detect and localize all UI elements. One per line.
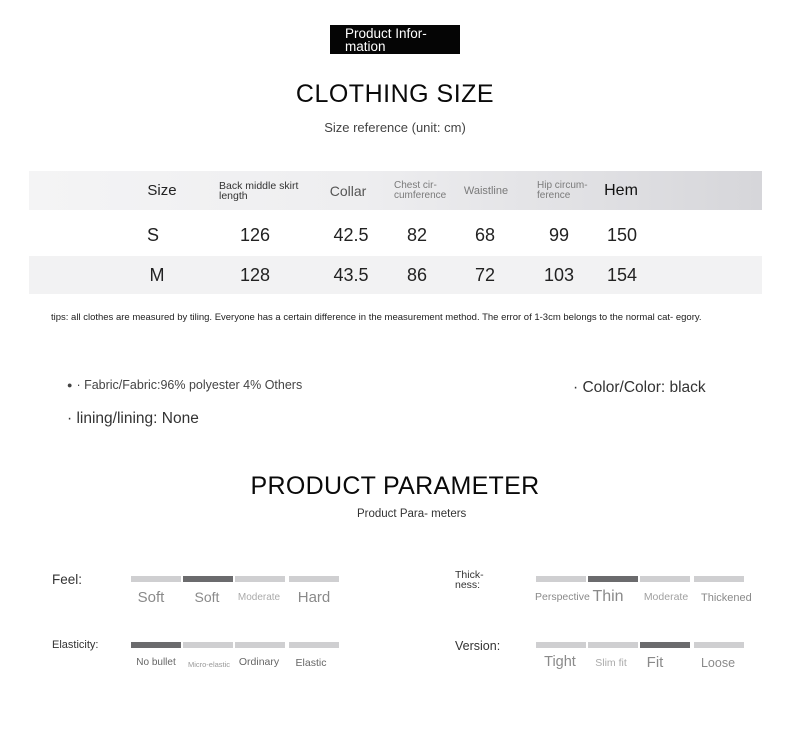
column-header-waistline: Waistline xyxy=(463,184,509,197)
version-bar-slim-fit xyxy=(588,642,638,648)
elasticity-bar-ordinary xyxy=(235,642,285,648)
fabric-info xyxy=(67,378,302,392)
lining-info: · lining/lining: None xyxy=(67,410,199,427)
size-table-header xyxy=(29,171,762,210)
measurement-tips: tips: all clothes are measured by tiling. Everyone has a certain difference in the measurement method. The error of 1-3cm belongs to the normal cat- egory. xyxy=(51,312,702,323)
product-parameter-title: PRODUCT PARAMETER xyxy=(250,472,540,500)
thickness-bar-thin-selected xyxy=(588,576,638,582)
version-option-selected: Fit xyxy=(646,654,664,671)
clothing-size-title: CLOTHING SIZE xyxy=(295,80,495,108)
feel-bar-moderate xyxy=(235,576,285,582)
cell-hip: 103 xyxy=(543,264,575,285)
feel-label: Feel: xyxy=(52,572,83,587)
thickness-option: Moderate xyxy=(643,591,689,603)
feel-option-selected: Soft xyxy=(194,589,220,605)
version-option: Tight xyxy=(544,654,576,670)
elasticity-option: Ordinary xyxy=(238,656,280,668)
elasticity-label: Elasticity: xyxy=(52,639,99,651)
column-header-back-length: Back middle skirt length xyxy=(219,179,299,202)
elasticity-option: Micro-elastic xyxy=(187,660,231,669)
size-table-row xyxy=(29,256,762,294)
column-header-size: Size xyxy=(147,182,177,199)
thickness-option-selected: Thin xyxy=(592,588,624,605)
cell-size: S xyxy=(146,224,159,245)
thickness-option: Perspective xyxy=(535,591,590,603)
version-label: Version: xyxy=(455,639,501,653)
elasticity-bar-micro-elastic xyxy=(183,642,233,648)
cell-chest: 86 xyxy=(406,264,428,285)
elasticity-option-selected: No bullet xyxy=(136,657,176,668)
elasticity-bar-elastic xyxy=(289,642,339,648)
thickness-bar-thickened xyxy=(694,576,744,582)
cell-waistline: 72 xyxy=(474,264,496,285)
thickness-label: Thick- ness: xyxy=(455,569,484,591)
size-table-row xyxy=(29,216,762,254)
feel-bar-hard xyxy=(289,576,339,582)
feel-bar-soft-selected xyxy=(183,576,233,582)
version-bar-tight xyxy=(536,642,586,648)
cell-hem: 154 xyxy=(606,264,638,285)
elasticity-bar-no-bullet-selected xyxy=(131,642,181,648)
cell-waistline: 68 xyxy=(474,224,496,245)
version-bar-loose xyxy=(694,642,744,648)
badge-label: Product Infor- mation xyxy=(345,26,427,54)
column-header-hem: Hem xyxy=(604,181,638,199)
fabric-text: · Fabric/Fabric:96% polyester 4% Others xyxy=(76,378,303,392)
feel-option: Hard xyxy=(297,589,331,606)
column-header-hip: Hip circum- ference xyxy=(537,179,588,201)
cell-collar: 43.5 xyxy=(333,264,369,285)
elasticity-option: Elastic xyxy=(295,657,327,669)
thickness-bar-moderate xyxy=(640,576,690,582)
product-parameters-subtitle: Product Para- meters xyxy=(357,508,467,520)
feel-option: Moderate xyxy=(237,592,281,603)
column-header-collar: Collar xyxy=(329,182,367,199)
cell-chest: 82 xyxy=(406,224,428,245)
color-info: · Color/Color: black xyxy=(573,379,706,396)
version-option: Loose xyxy=(700,656,736,670)
thickness-bar-perspective xyxy=(536,576,586,582)
product-information-badge xyxy=(330,25,460,54)
cell-hip: 99 xyxy=(548,224,570,245)
thickness-option: Thickened xyxy=(701,592,752,604)
cell-size: M xyxy=(149,264,165,285)
cell-back-length: 128 xyxy=(239,264,271,285)
cell-collar: 42.5 xyxy=(333,224,369,245)
version-option: Slim fit xyxy=(595,657,627,669)
version-bar-fit-selected xyxy=(640,642,690,648)
cell-back-length: 126 xyxy=(239,224,271,245)
size-reference-subtitle: Size reference (unit: cm) xyxy=(324,120,466,135)
bullet-dot-icon: ● xyxy=(67,380,73,390)
feel-bar-soft xyxy=(131,576,181,582)
column-header-chest: Chest cir- cumference xyxy=(394,179,447,201)
feel-option: Soft xyxy=(137,589,165,606)
cell-hem: 150 xyxy=(606,224,638,245)
